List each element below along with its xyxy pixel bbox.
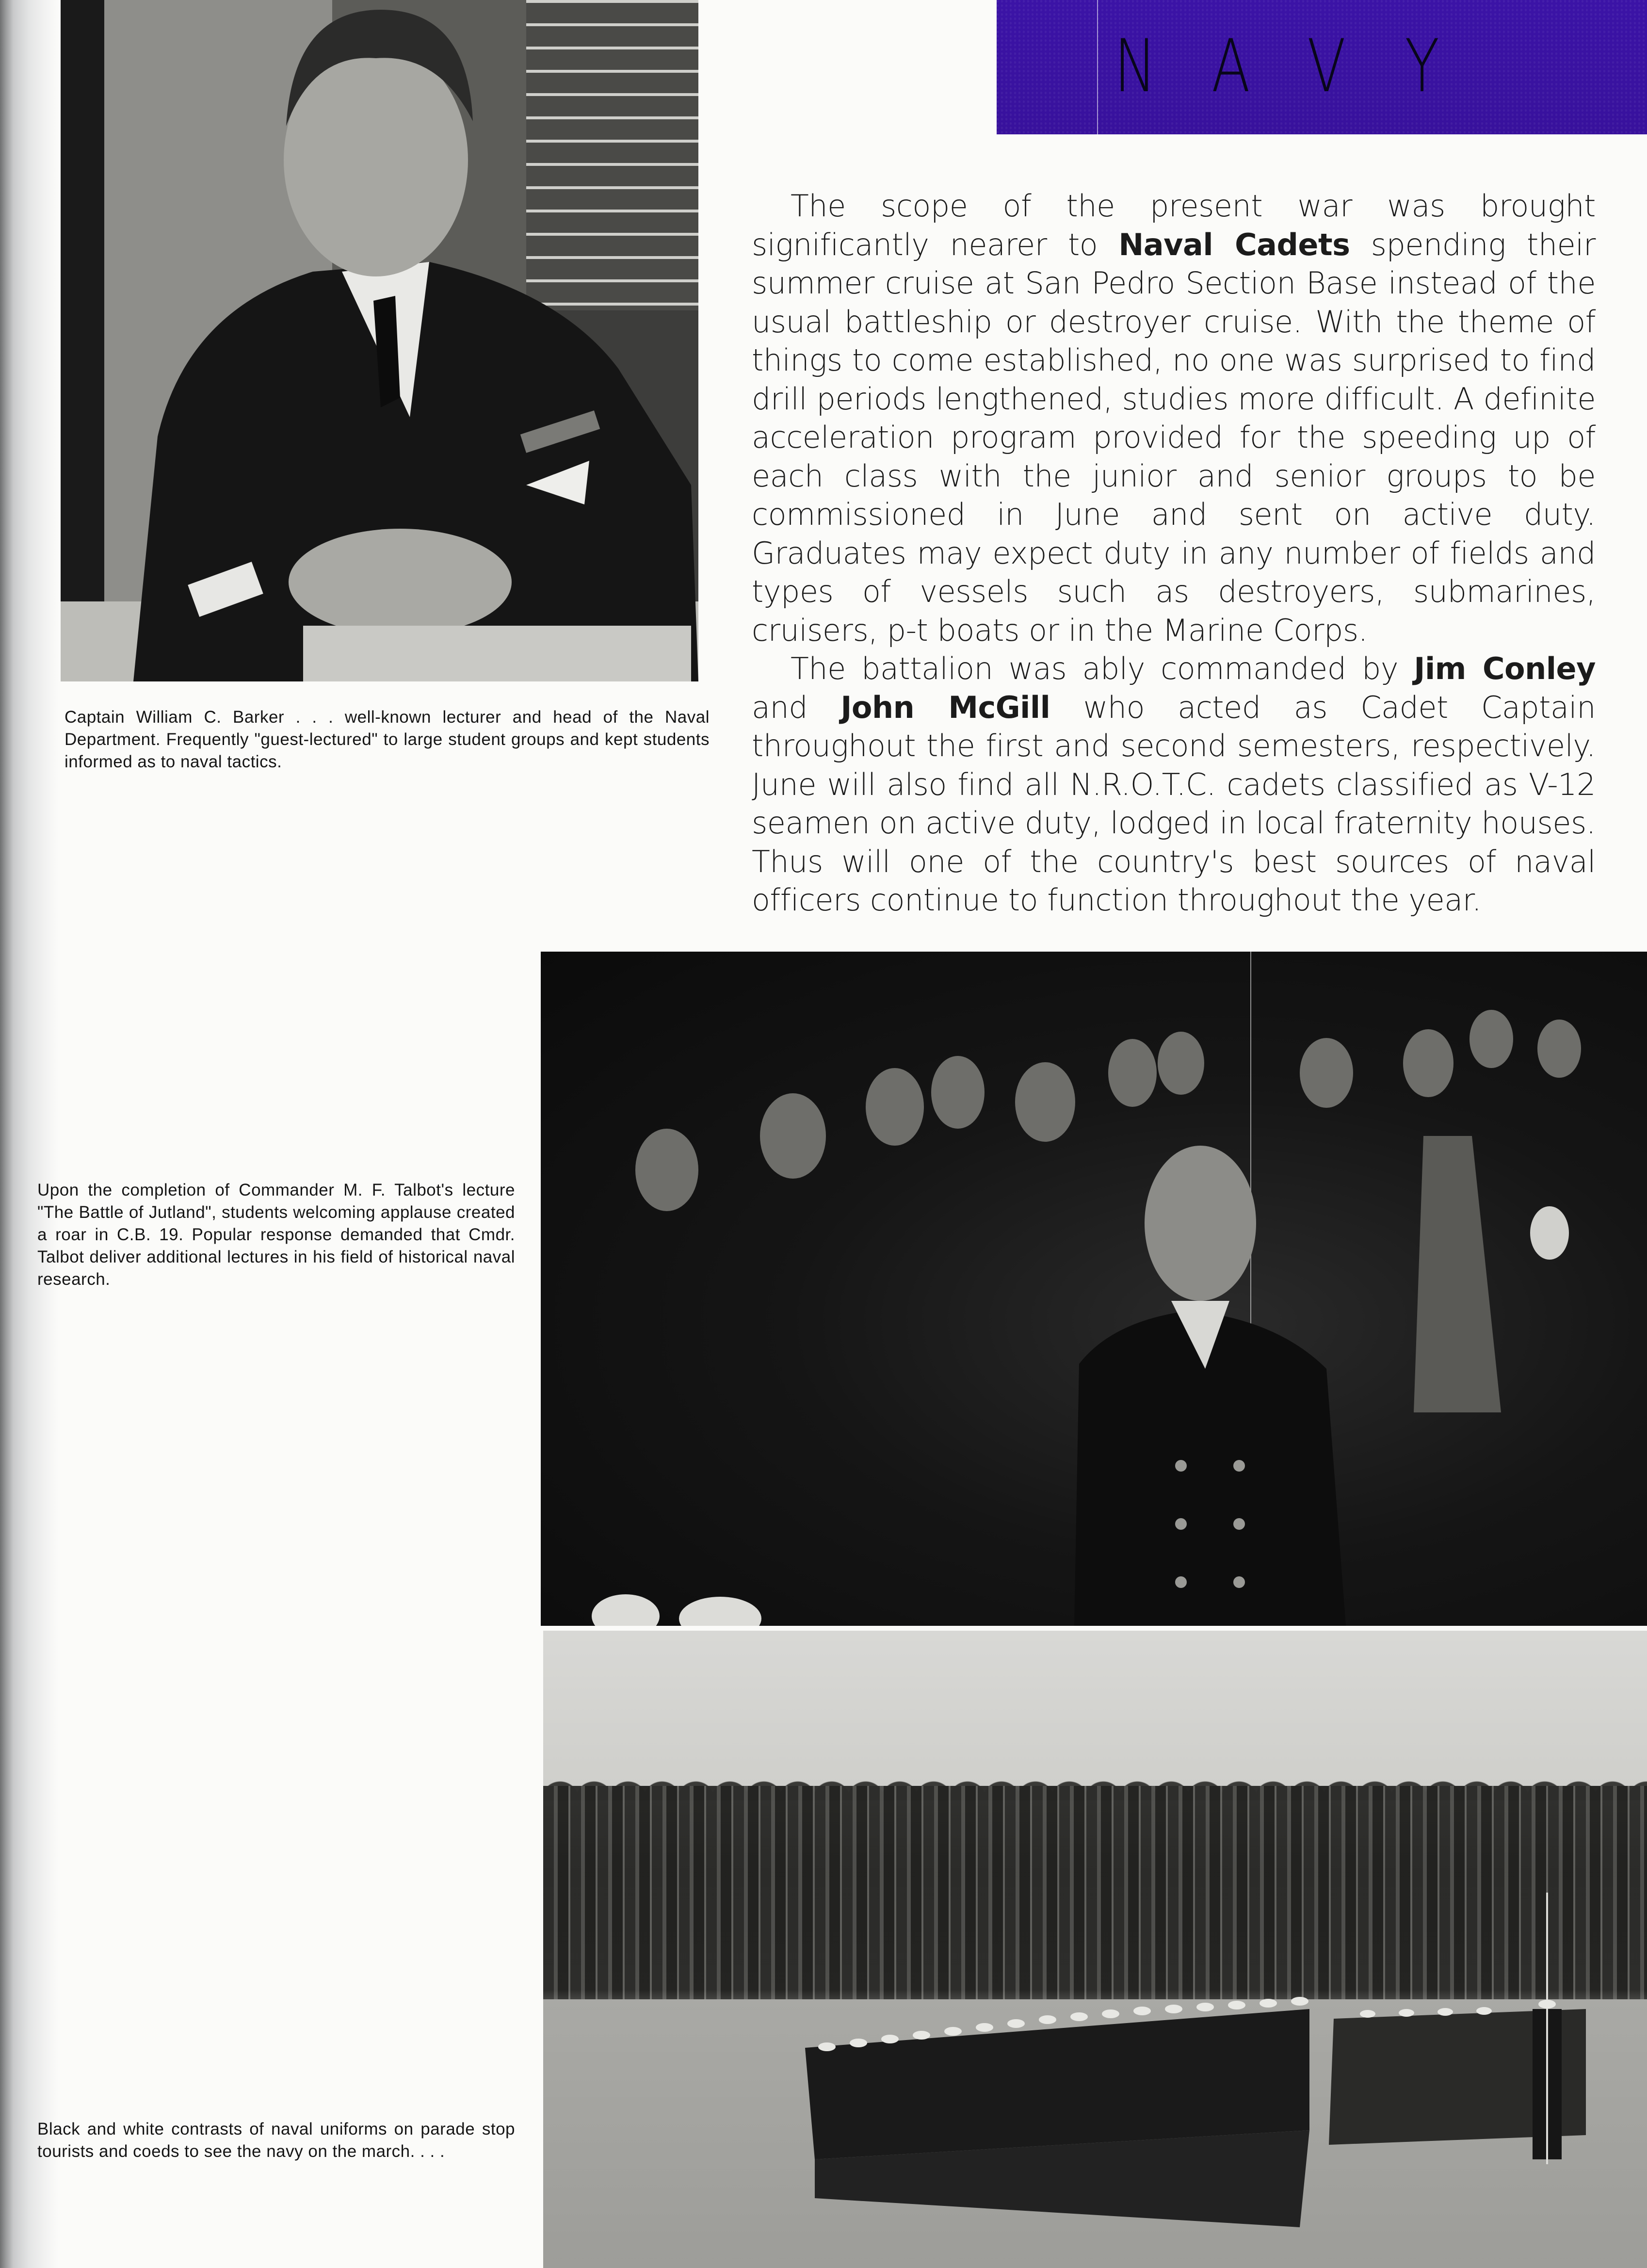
section-title [997, 24, 1504, 109]
bold-text-john-mcgill: John McGill [840, 689, 1050, 725]
article-body [752, 187, 1596, 920]
article-paragraph-1 [752, 187, 1596, 649]
caption-talbot: Upon the completion of Commander M. F. Talbot's lecture "The Battle of Jutland", students welcoming applause created a roar in C.B. 19. Popular response demanded that Cmdr. Talbot deliver additional lectures in his field of historical naval research. [37, 1181, 515, 1289]
crowd-silhouettes-icon [541, 952, 1647, 1626]
text-run: spending their summer cruise at San Pedro Section Base instead of the usual battleship or destroyer cruise. With the theme of things to come established, no one was surprised to find drill periods lengthened, studies more difficult. A definite acceleration program provided for the speeding up of each class with the junior and senior groups to be commissioned in June and sent on active duty. Graduates may expect duty in any number of fields and types of vessels such as destroyers, submarines, cruisers, p-t boats or in the Marine Corps. [752, 227, 1596, 648]
bold-text-naval-cadets: Naval Cadets [1118, 227, 1350, 262]
parade-photo [543, 1631, 1647, 2268]
text-run: who acted as Cadet Captain throughout the first and second semesters, respectively. June will also find all N.R.O.T.C. cadets classified as V-12 seamen on active duty, lodged in local fraternity houses. Thus will one of the country's best sources of naval officers continue to function throughout the year. [752, 689, 1596, 918]
section-banner [997, 0, 1647, 134]
text-run: The battalion was ably commanded by [791, 651, 1414, 686]
article-paragraph-2 [752, 649, 1596, 920]
officer-silhouette-icon [61, 0, 698, 681]
title-letter: N [1114, 24, 1157, 109]
book-gutter-shadow [0, 0, 58, 2268]
lecture-crowd-photo [541, 952, 1647, 1626]
portrait-photo [61, 0, 698, 681]
marching-cadets-icon [543, 1631, 1647, 2268]
caption-parade: Black and white contrasts of naval uniforms on parade stop tourists and coeds to see the navy on the march. . . . [37, 2120, 515, 2161]
text-run: The scope of the present war was brought significantly nearer to [752, 188, 1596, 262]
text-run: and [752, 689, 841, 725]
caption-barker: Captain William C. Barker . . . well-known lecturer and head of the Naval Department. Frequently "guest-lectured" to large student groups and kept students informed as to naval tactics. [65, 708, 710, 771]
title-letter: A [1211, 24, 1250, 109]
title-letter: Y [1405, 24, 1439, 109]
bold-text-jim-conley: Jim Conley [1414, 651, 1596, 686]
title-letter: V [1307, 24, 1346, 109]
